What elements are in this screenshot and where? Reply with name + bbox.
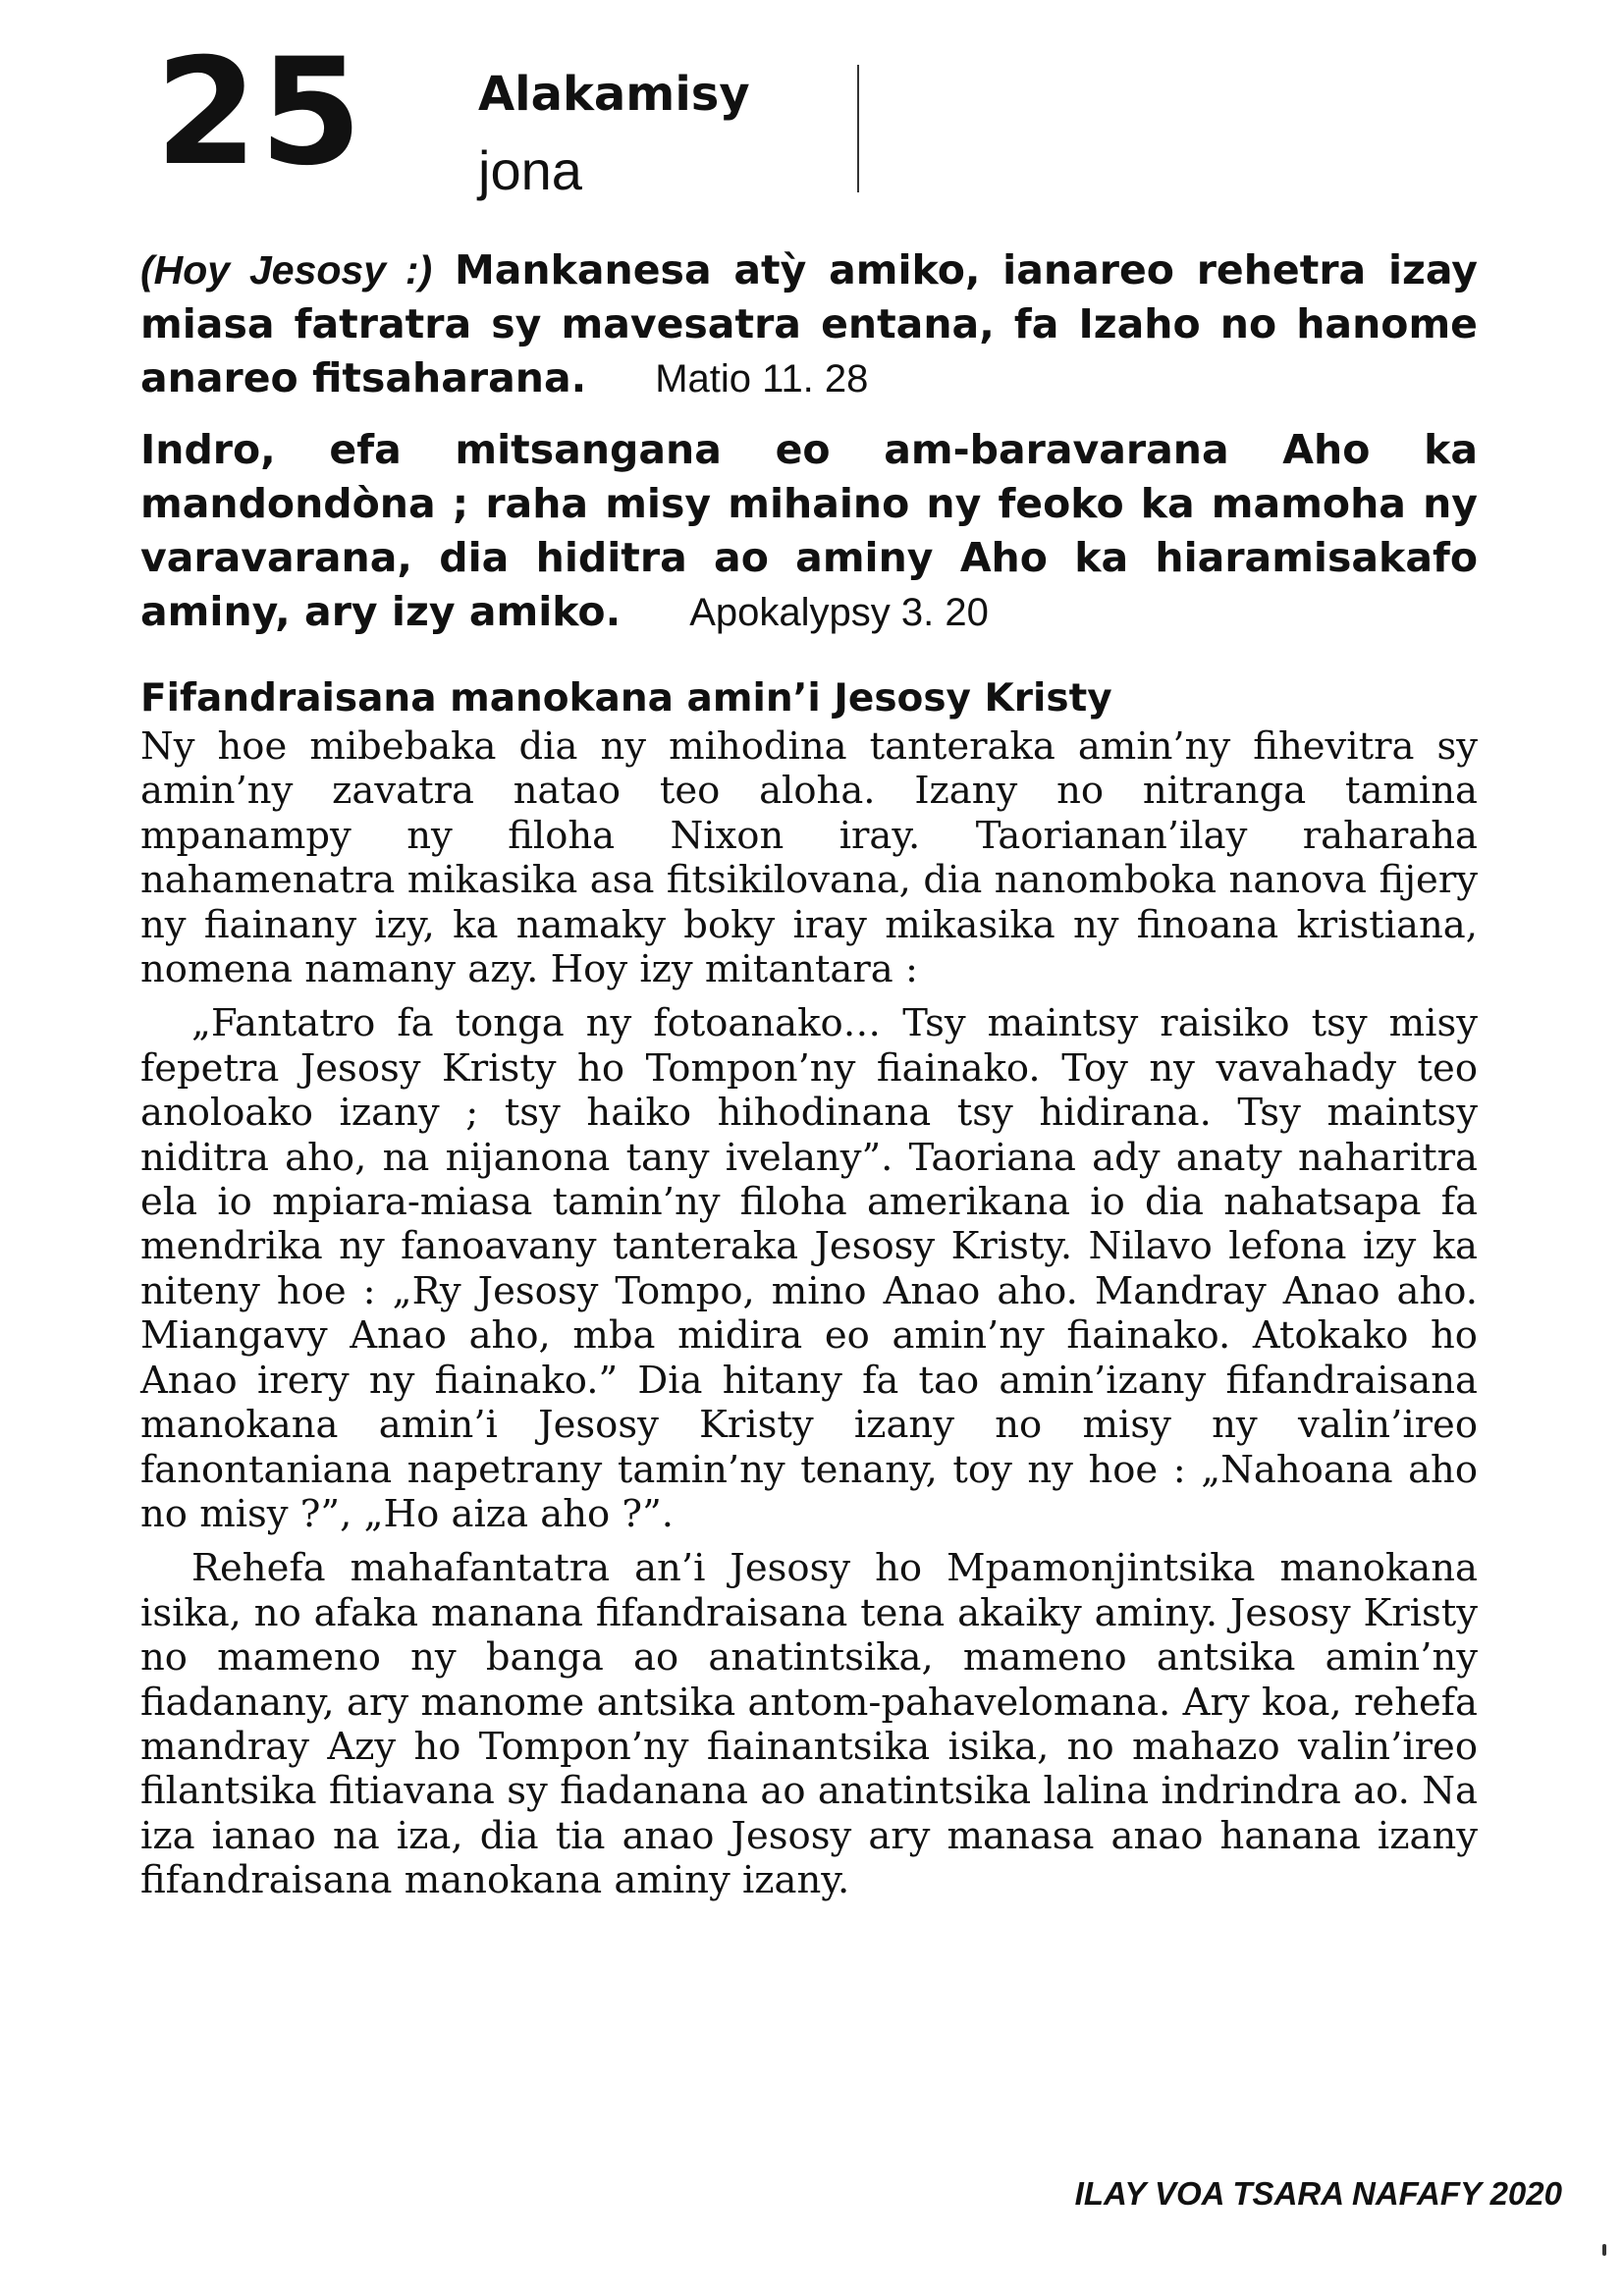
verse-reference: Matio 11. 28 bbox=[655, 357, 869, 400]
article-paragraph: „Fantatro fa tonga ny fotoanako… Tsy maintsy raisiko tsy misy fepetra Jesosy Kristy ho Tompon’ny fiainako. Toy ny vavahady teo anoloako izany ; tsy haiko hihodinana tsy hidirana. Tsy maintsy niditra aho, na nijanona tany ivelany”. Taoriana ady anaty naharitra ela io mpiara-miasa tamin’ny filoha amerikana io dia nahatsapa fa mendrika ny fanoavany tanteraka Jesosy Kristy. Nilavo lefona izy ka niteny hoe : „Ry Jesosy Tompo, mino Anao aho. Mandray Anao aho. Miangavy Anao aho, mba midira eo amin’ny fiainako. Atokako ho Anao irery ny fiainako.” Dia hitany fa tao amin’izany fifandraisana manokana amin’i Jesosy Kristy izany no misy ny valin’ireo fanontaniana napetrany tamin’ny tenany, toy ny hoe : „Nahoana aho no misy ?”, „Ho aiza aho ?”. bbox=[140, 1001, 1478, 1536]
verse-reference: Apokalypsy 3. 20 bbox=[689, 591, 989, 634]
verse-matthew bbox=[140, 243, 1478, 406]
publication-footer: ILAY VOA TSARA NAFAFY 2020 bbox=[1074, 2175, 1562, 2212]
article-paragraph: Ny hoe mibebaka dia ny mihodina tanteraka amin’ny fihevitra sy amin’ny zavatra natao teo aloha. Izany no nitranga tamina mpanampy ny filoha Nixon iray. Taorianan’ilay raharaha nahamenatra mikasika asa fitsikilovana, dia nanomboka nanova fijery ny fiainany izy, ka namaky boky iray mikasika ny finoana kristiana, nomena namany azy. Hoy izy mitantara : bbox=[140, 724, 1478, 992]
verse-speaker-prefix: (Hoy Jesosy :) bbox=[140, 247, 433, 293]
weekday-label: Alakamisy bbox=[478, 67, 750, 122]
page-edge-mark bbox=[1602, 2244, 1606, 2256]
header-divider bbox=[857, 65, 859, 192]
verse-revelation bbox=[140, 423, 1478, 640]
verse-text: Indro, efa mitsangana eo am-baravarana Aho ka mandondòna ; raha misy mihaino ny feoko ka mamoha ny varavarana, dia hiditra ao aminy Aho ka hiaramisakafo aminy, ary izy amiko. bbox=[140, 426, 1478, 635]
month-label: jona bbox=[478, 139, 582, 201]
day-number: 25 bbox=[155, 27, 364, 198]
article-body bbox=[140, 724, 1478, 1903]
article-title: Fifandraisana manokana amin’i Jesosy Kristy bbox=[140, 676, 1112, 721]
article-paragraph: Rehefa mahafantatra an’i Jesosy ho Mpamonjintsika manokana isika, no afaka manana fifandraisana tena akaiky aminy. Jesosy Kristy no mameno ny banga ao anatintsika, mameno antsika amin’ny fiadanany, ary manome antsika antom-pahavelomana. Ary koa, rehefa mandray Azy ho Tompon’ny fiainantsika isika, no mahazo valin’ireo filantsika fitiavana sy fiadanana ao anatintsika lalina indrindra ao. Na iza ianao na iza, dia tia anao Jesosy ary manasa anao hanana izany fifandraisana manokana aminy izany. bbox=[140, 1546, 1478, 1903]
verse-text: Mankanesa atỳ amiko, ianareo rehetra izay miasa fatratra sy mavesatra entana, fa Izaho no hanome anareo fitsaharana. bbox=[140, 246, 1478, 401]
